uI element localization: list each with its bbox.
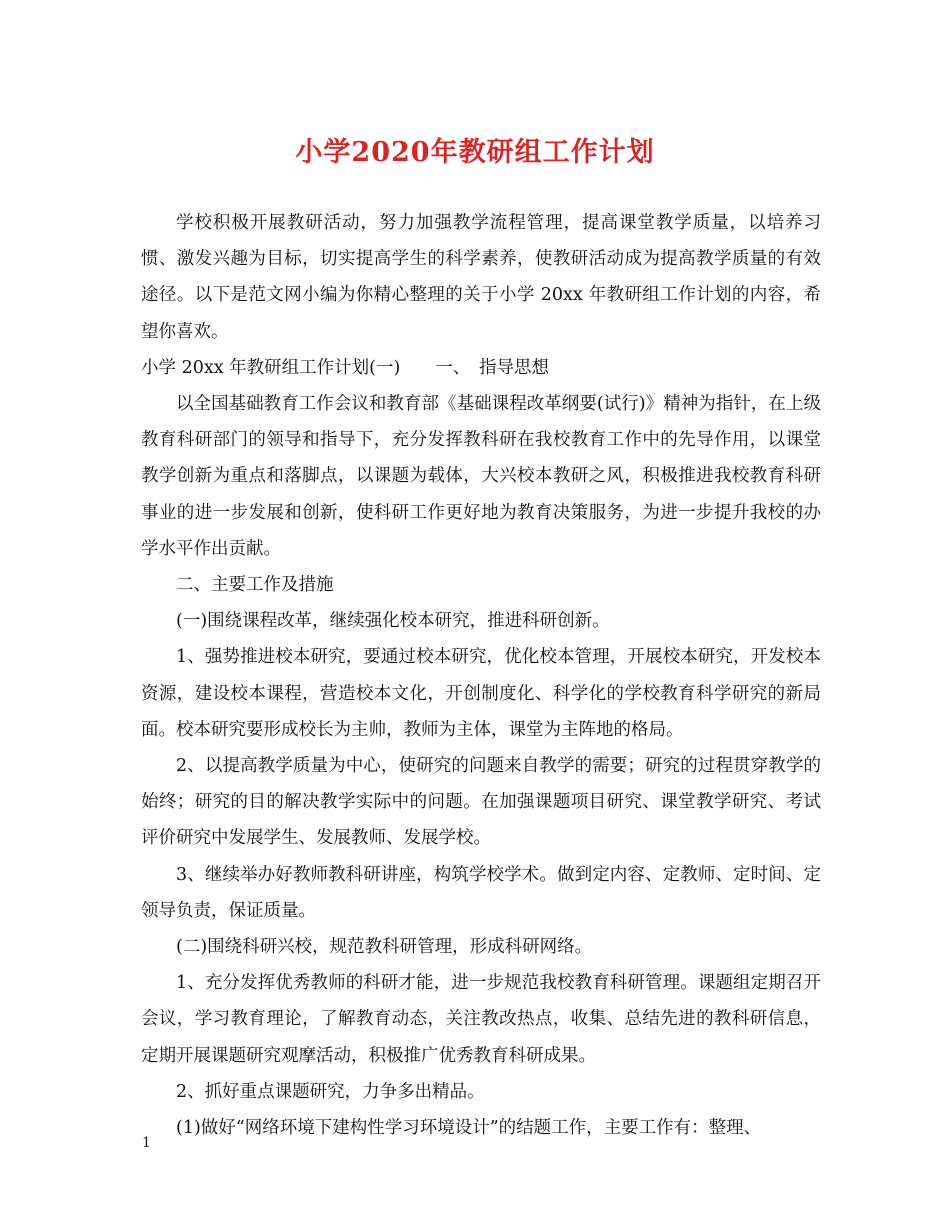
document-title: 小学2020年教研组工作计划 xyxy=(295,137,655,168)
paragraph-item-2b: 2、抓好重点课题研究，力争多出精品。 xyxy=(176,1081,485,1102)
paragraph-intro: 学校积极开展教研活动，努力加强教学流程管理，提高课堂教学质量，以培养习惯、激发兴趣为目标，切实提高学生的科学素养，使教研活动成为提高教学质量的有效途径。以下是范文网小编为你精心整理的关于小学 20xx 年教研组工作计划的内容，希望你喜欢。 xyxy=(141,213,821,342)
page-number: 1 xyxy=(142,1135,151,1151)
paragraph-item-3: 3、继续举办好教师教科研讲座，构筑学校学术。做到定内容、定教师、定时间、定领导负责，保证质量。 xyxy=(141,864,821,921)
paragraph-subsection-two-heading: (二)围绕科研兴校，规范教科研管理，形成科研网络。 xyxy=(176,937,593,958)
paragraph-subitem-1: (1)做好“网络环境下建构性学习环境设计”的结题工作，主要工作有：整理、 xyxy=(176,1118,762,1139)
paragraph-item-1b: 1、充分发挥优秀教师的科研才能，进一步规范我校教育科研管理。课题组定期召开会议，学习教育理论，了解教育动态，关注教改热点，收集、总结先进的教科研信息，定期开展课题研究观摩活动，积极推广优秀教育科研成果。 xyxy=(141,973,821,1066)
document-body xyxy=(141,205,821,1146)
paragraph-item-2: 2、以提高教学质量为中心，使研究的问题来自教学的需要；研究的过程贯穿教学的始终；研究的目的解决教学实际中的问题。在加强课题项目研究、课堂教学研究、考试评价研究中发展学生、发展教师、发展学校。 xyxy=(141,756,821,849)
paragraph-item-1: 1、强势推进校本研究，要通过校本研究，优化校本管理，开展校本研究，开发校本资源，建设校本课程，营造校本文化，开创制度化、科学化的学校教育科学研究的新局面。校本研究要形成校长为主帅，教师为主体，课堂为主阵地的格局。 xyxy=(141,647,821,740)
paragraph-guiding-thought: 以全国基础教育工作会议和教育部《基础课程改革纲要(试行)》精神为指针，在上级教育科研部门的领导和指导下，充分发挥教科研在我校教育工作中的先导作用，以课堂教学创新为重点和落脚点，以课题为载体，大兴校本教研之风，积极推进我校教育科研事业的进一步发展和创新，使科研工作更好地为教育决策服务，为进一步提升我校的办学水平作出贡献。 xyxy=(141,394,821,559)
paragraph-section-two-heading: 二、主要工作及措施 xyxy=(176,575,334,596)
paragraph-subsection-one-heading: (一)围绕课程改革，继续强化校本研究，推进科研创新。 xyxy=(176,611,610,632)
paragraph-plan-heading: 小学 20xx 年教研组工作计划(一) 一、 指导思想 xyxy=(141,357,550,378)
